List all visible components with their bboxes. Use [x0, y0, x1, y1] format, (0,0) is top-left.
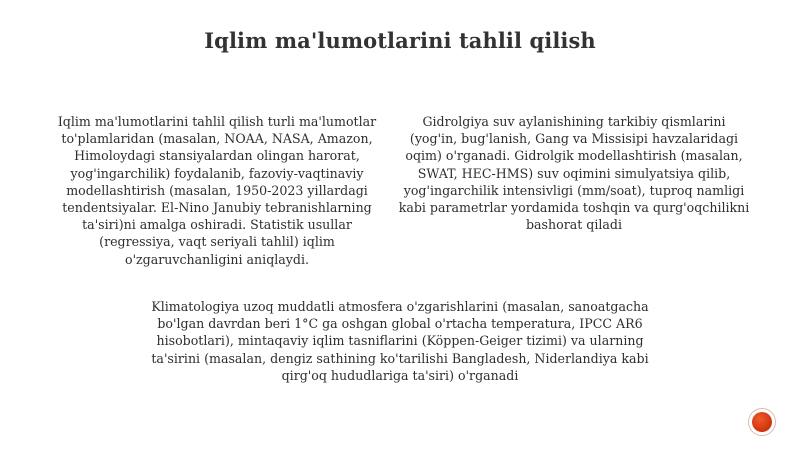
- right-paragraph: Gidrolgiya suv aylanishining tarkibiy qismlarini (yog'in, bug'lanish, Gang va Missisipi havzalaridagi oqim) o'rganadi. Gidrolgik modellashtirish (masalan, SWAT, HEC-HMS) suv oqimini simulyatsiya qilib, yog'ingarchilik intensivligi (mm/soat), tuproq namligi kabi parametrlar yordamida toshqin va qurg'oqchilikni bashorat qiladi: [398, 114, 750, 233]
- slide-nav-button[interactable]: [748, 408, 776, 436]
- left-paragraph: Iqlim ma'lumotlarini tahlil qilish turli ma'lumotlar to'plamlaridan (masalan, NOAA, NASA, Amazon, Himoloydagi stansiyalardan olingan harorat, yog'ingarchilik) foydalanib, fazoviy-vaqtinaviy modellashtirish (masalan, 1950-2023 yillardagi tendentsiyalar. El-Nino Janubiy tebranishlarning ta'siri)ni amalga oshiradi. Statistik usullar (regressiya, vaqt seriyali tahlil) iqlim o'zgaruvchanligini aniqlaydi.: [57, 114, 377, 267]
- orange-circle-icon: [752, 412, 772, 432]
- bottom-paragraph: Klimatologiya uzoq muddatli atmosfera o'zgarishlarini (masalan, sanoatgacha bo'lgan davrdan beri 1°C ga oshgan global o'rtacha temperatura, IPCC AR6 hisobotlari), mintaqaviy iqlim tasniflarini (Köppen-Geiger tizimi) va ularning ta'sirini (masalan, dengiz sathining ko'tarilishi Bangladesh, Niderlandiya kabi qirg'oq hududlariga ta'siri) o'rganadi: [151, 299, 649, 383]
- slide-title: Iqlim ma'lumotlarini tahlil qilish: [204, 28, 596, 53]
